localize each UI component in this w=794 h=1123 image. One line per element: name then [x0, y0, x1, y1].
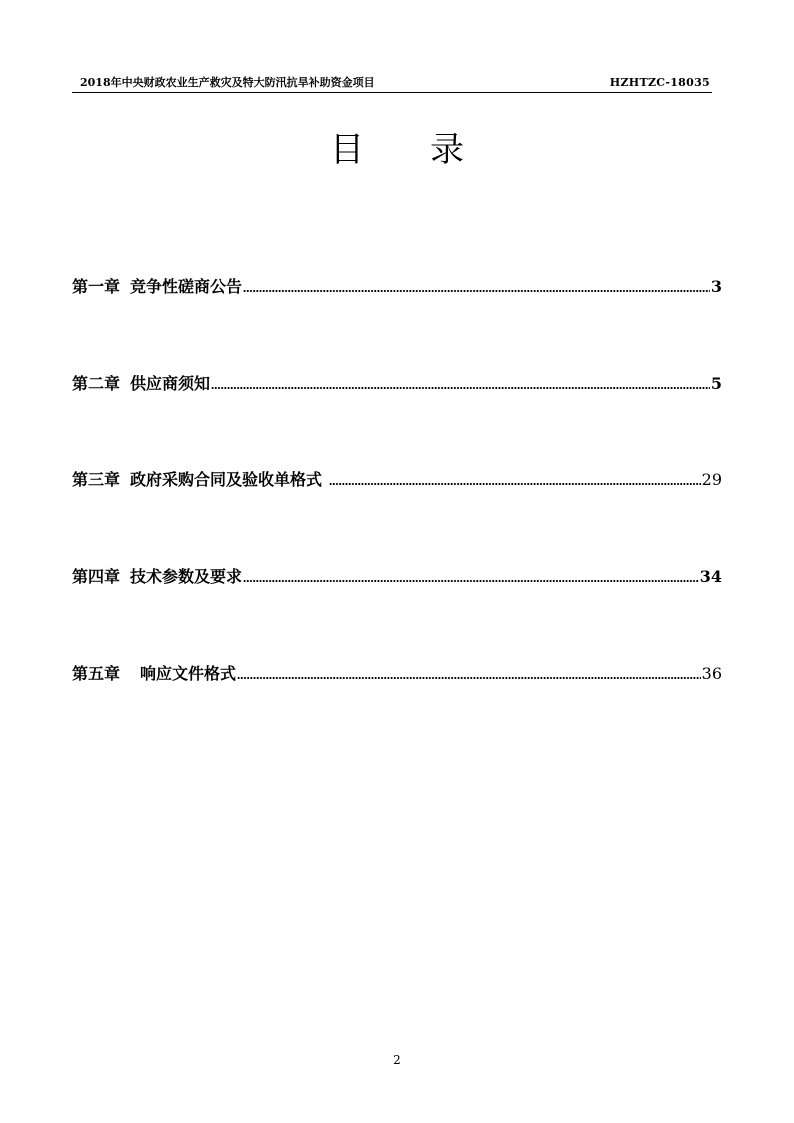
toc-page-number: 36	[701, 664, 722, 683]
toc-chapter-label: 第三章	[72, 470, 121, 489]
toc-entry-3[interactable]	[72, 468, 722, 490]
toc-entry-4[interactable]	[72, 565, 722, 587]
toc-leader-dots	[211, 386, 710, 390]
footer-page-number: 2	[393, 1053, 401, 1067]
toc-chapter-name: 竞争性磋商公告	[130, 277, 243, 296]
toc-entry-1[interactable]	[72, 275, 722, 297]
toc-chapter-name: 响应文件格式	[140, 664, 237, 683]
toc-page-number: 3	[710, 277, 722, 296]
toc-entry-2[interactable]	[72, 372, 722, 394]
toc-page-number: 5	[710, 374, 722, 393]
toc-chapter-label: 第四章	[72, 567, 121, 586]
header-project-title: 2018年中央财政农业生产救灾及特大防汛抗旱补助资金项目	[80, 76, 375, 89]
toc-chapter-name: 政府采购合同及验收单格式	[130, 470, 323, 489]
toc-page-number: 29	[701, 470, 722, 489]
page-title	[0, 130, 794, 170]
page-footer	[0, 1052, 794, 1068]
toc-chapter-name: 技术参数及要求	[130, 567, 243, 586]
toc-leader-dots	[329, 482, 701, 486]
toc-chapter-label: 第一章	[72, 277, 121, 296]
toc-chapter-name: 供应商须知	[130, 374, 211, 393]
title-char-1: 目	[330, 130, 364, 170]
header-project-code: HZHTZC-18035	[609, 76, 710, 89]
toc-chapter-label: 第二章	[72, 374, 121, 393]
running-header	[72, 76, 712, 93]
toc-leader-dots	[243, 579, 699, 583]
toc-page-number: 34	[699, 567, 722, 586]
toc-chapter-label: 第五章	[72, 664, 121, 683]
toc-leader-dots	[237, 676, 701, 680]
title-char-2: 录	[430, 130, 464, 170]
toc-leader-dots	[243, 289, 710, 293]
toc-entry-5[interactable]	[72, 662, 722, 684]
